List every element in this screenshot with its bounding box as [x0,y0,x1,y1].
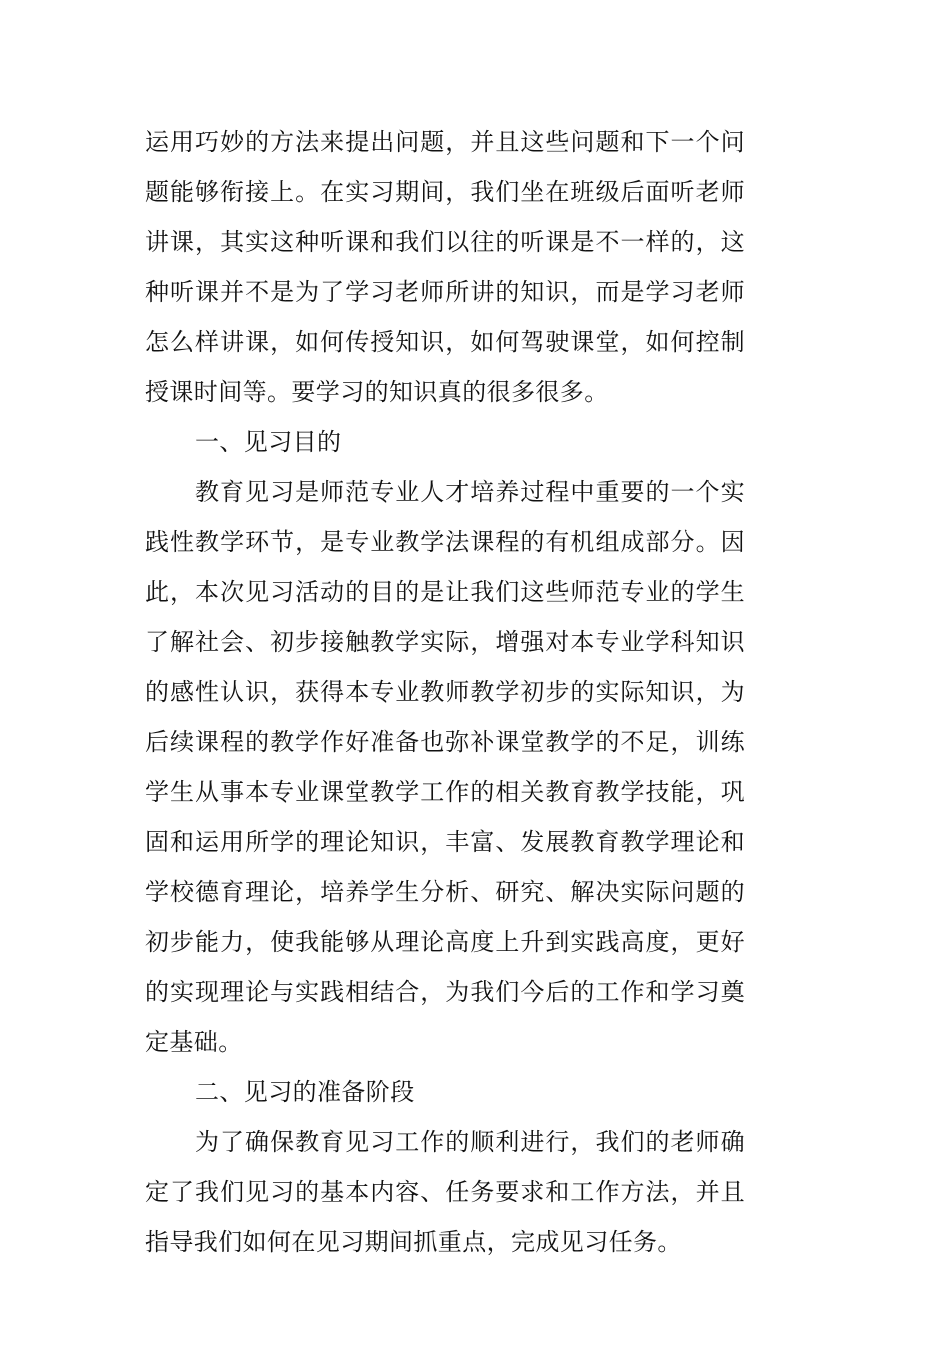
paragraph-preparation: 为了确保教育见习工作的顺利进行，我们的老师确定了我们见习的基本内容、任务要求和工作方法，并且指导我们如何在见习期间抓重点，完成见习任务。 [145,1128,745,1256]
paragraph-intro: 运用巧妙的方法来提出问题，并且这些问题和下一个问题能够衔接上。在实习期间，我们坐在班级后面听老师讲课，其实这种听课和我们以往的听课是不一样的，这种听课并不是为了学习老师所讲的知识，而是学习老师怎么样讲课，如何传授知识，如何驾驶课堂，如何控制授课时间等。要学习的知识真的很多很多。 [145,128,745,406]
paragraph-purpose: 教育见习是师范专业人才培养过程中重要的一个实践性教学环节，是专业教学法课程的有机组成部分。因此，本次见习活动的目的是让我们这些师范专业的学生了解社会、初步接触教学实际，增强对本专业学科知识的感性认识，获得本专业教师教学初步的实际知识，为后续课程的教学作好准备也弥补课堂教学的不足，训练学生从事本专业课堂教学工作的相关教育教学技能，巩固和运用所学的理论知识，丰富、发展教育教学理论和学校德育理论，培养学生分析、研究、解决实际问题的初步能力，使我能够从理论高度上升到实践高度，更好的实现理论与实践相结合，为我们今后的工作和学习奠定基础。 [145,478,745,1056]
section-heading-purpose: 一、见习目的 [195,428,342,456]
document-body [145,117,745,1267]
section-heading-preparation: 二、见习的准备阶段 [195,1078,415,1106]
